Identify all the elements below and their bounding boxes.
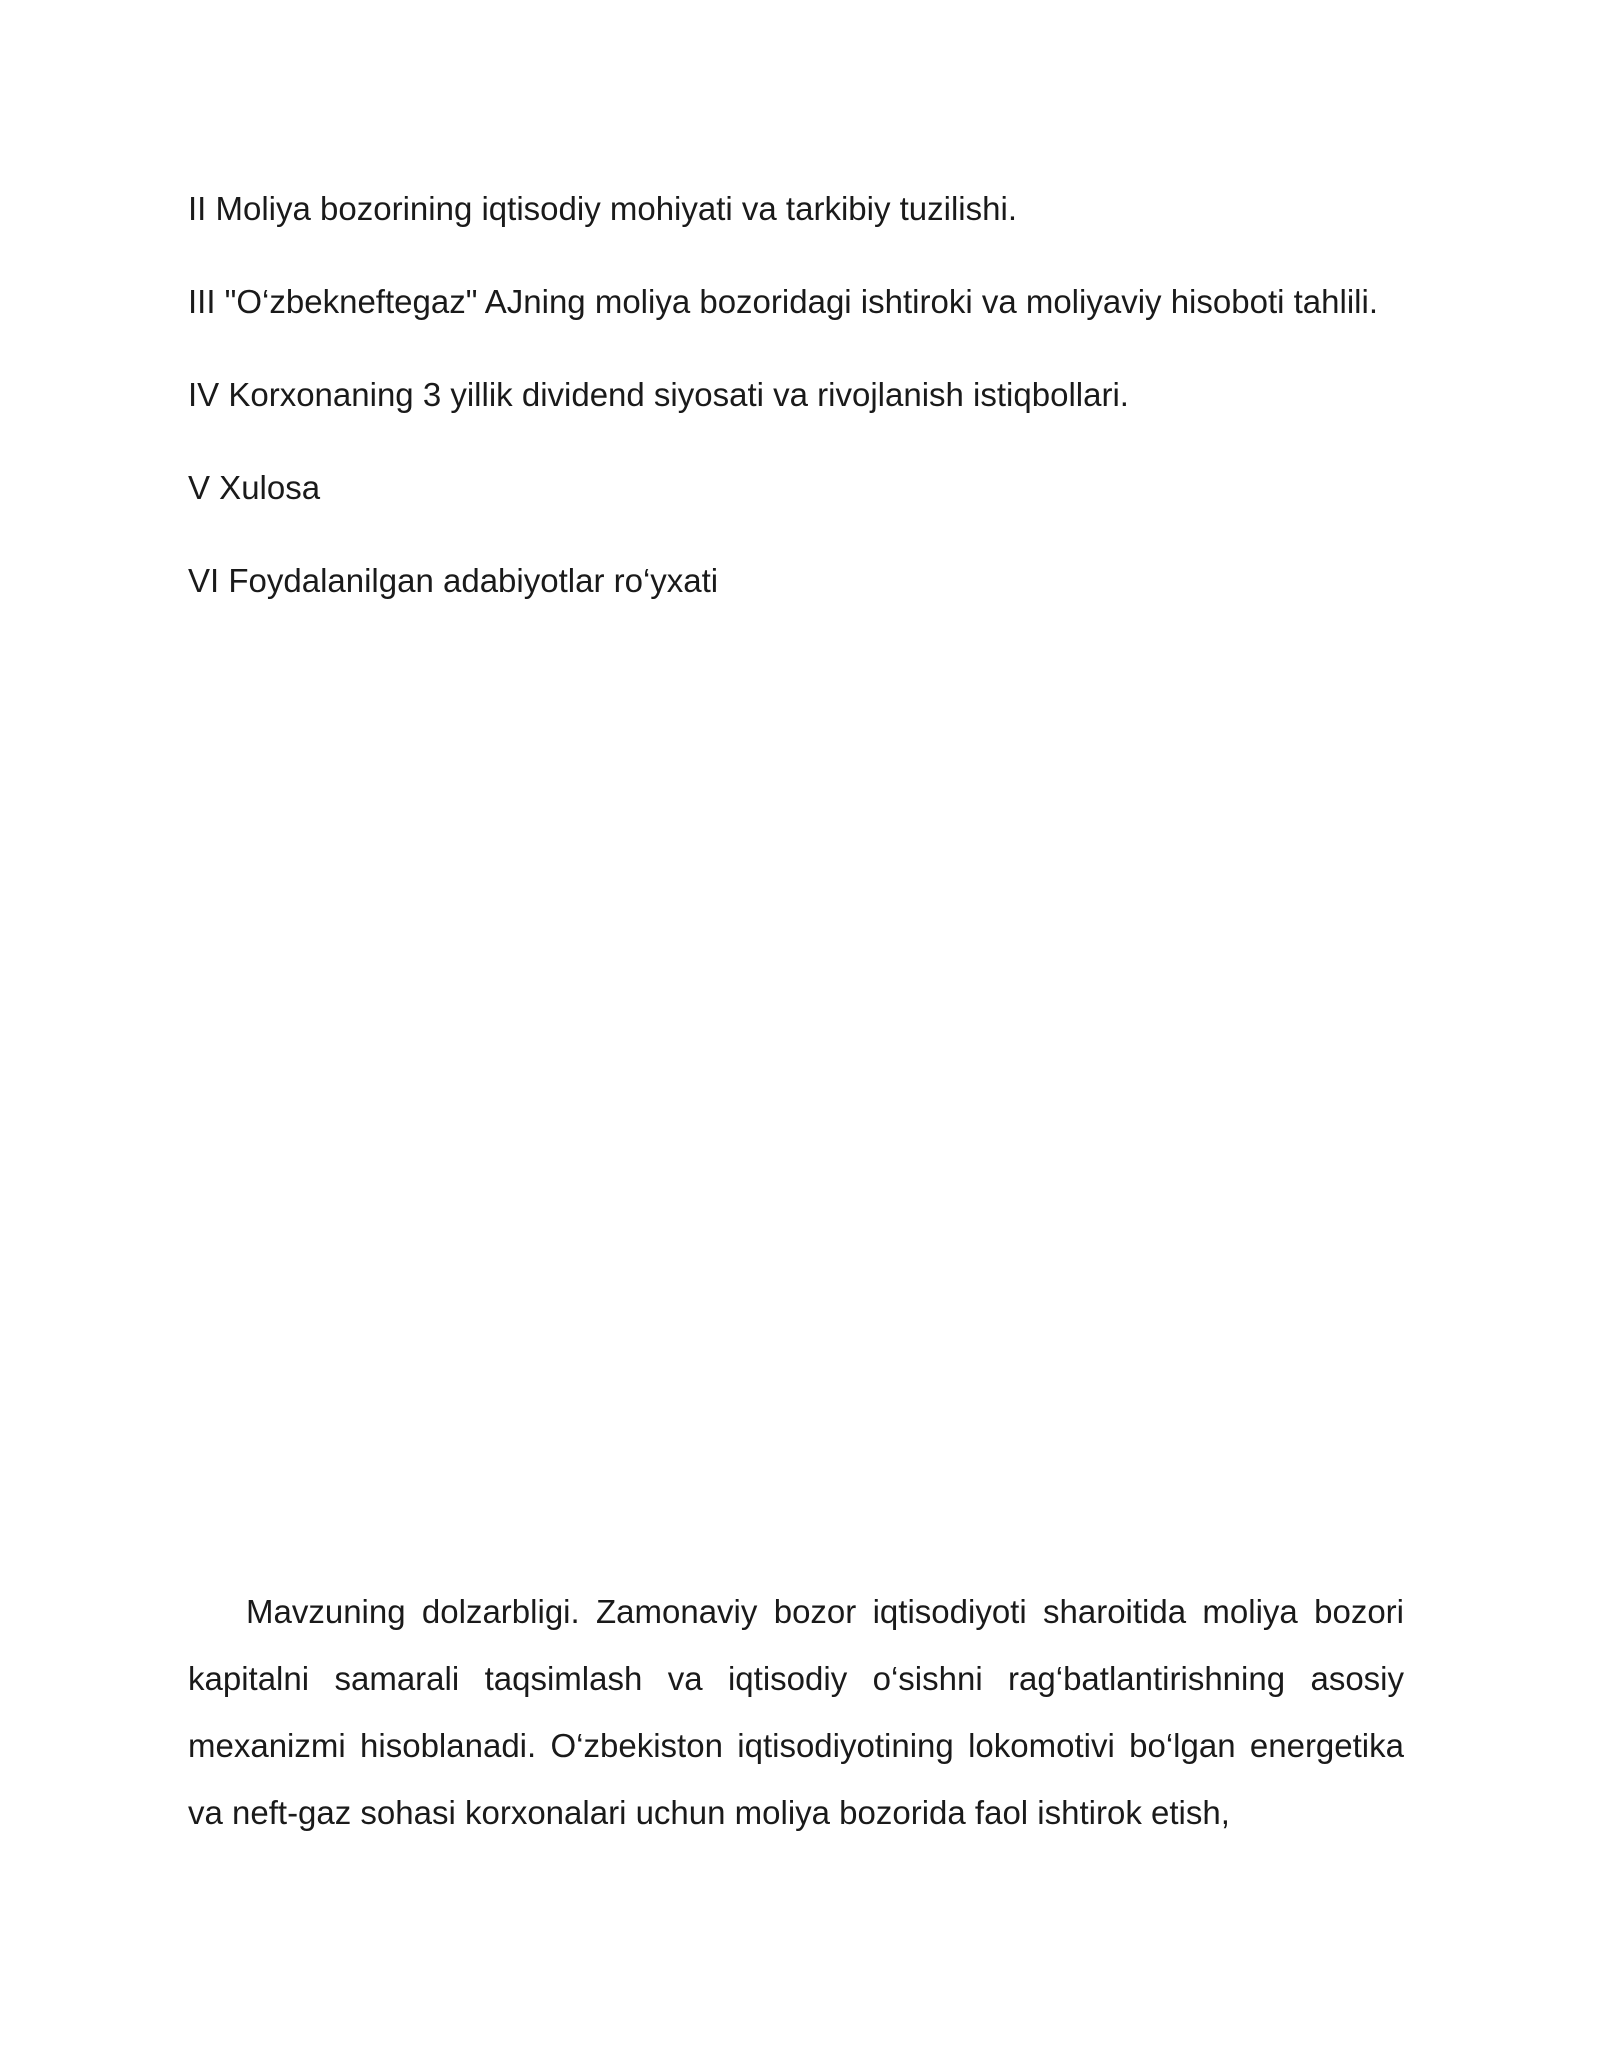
toc-item-conclusion: V Xulosa <box>188 469 321 506</box>
toc-item-references: VI Foydalanilgan adabiyotlar ro‘yxati <box>188 562 719 599</box>
relevance-paragraph: Mavzuning dolzarbligi. Zamonaviy bozor iqtisodiyoti sharoitida moliya bozori kapitalni samarali taqsimlash va iqtisodiy o‘sishni rag‘batlantirishning asosiy mexanizmi hisoblanadi. O‘zbekiston iqtisodiyotining lokomotivi bo‘lgan energetika va neft-gaz sohasi korxonalari uchun moliya bozorida faol ishtirok etish, <box>188 1593 1404 1831</box>
toc-item-section-4: IV Korxonaning 3 yillik dividend siyosati va rivojlanish istiqbollari. <box>188 376 1129 413</box>
toc-item-section-2: II Moliya bozorining iqtisodiy mohiyati va tarkibiy tuzilishi. <box>188 190 1017 227</box>
table-of-contents <box>188 184 1428 649</box>
toc-item-section-3: III "O‘zbekneftegaz" AJning moliya bozoridagi ishtiroki va moliyaviy hisoboti tahlili. <box>188 283 1378 320</box>
